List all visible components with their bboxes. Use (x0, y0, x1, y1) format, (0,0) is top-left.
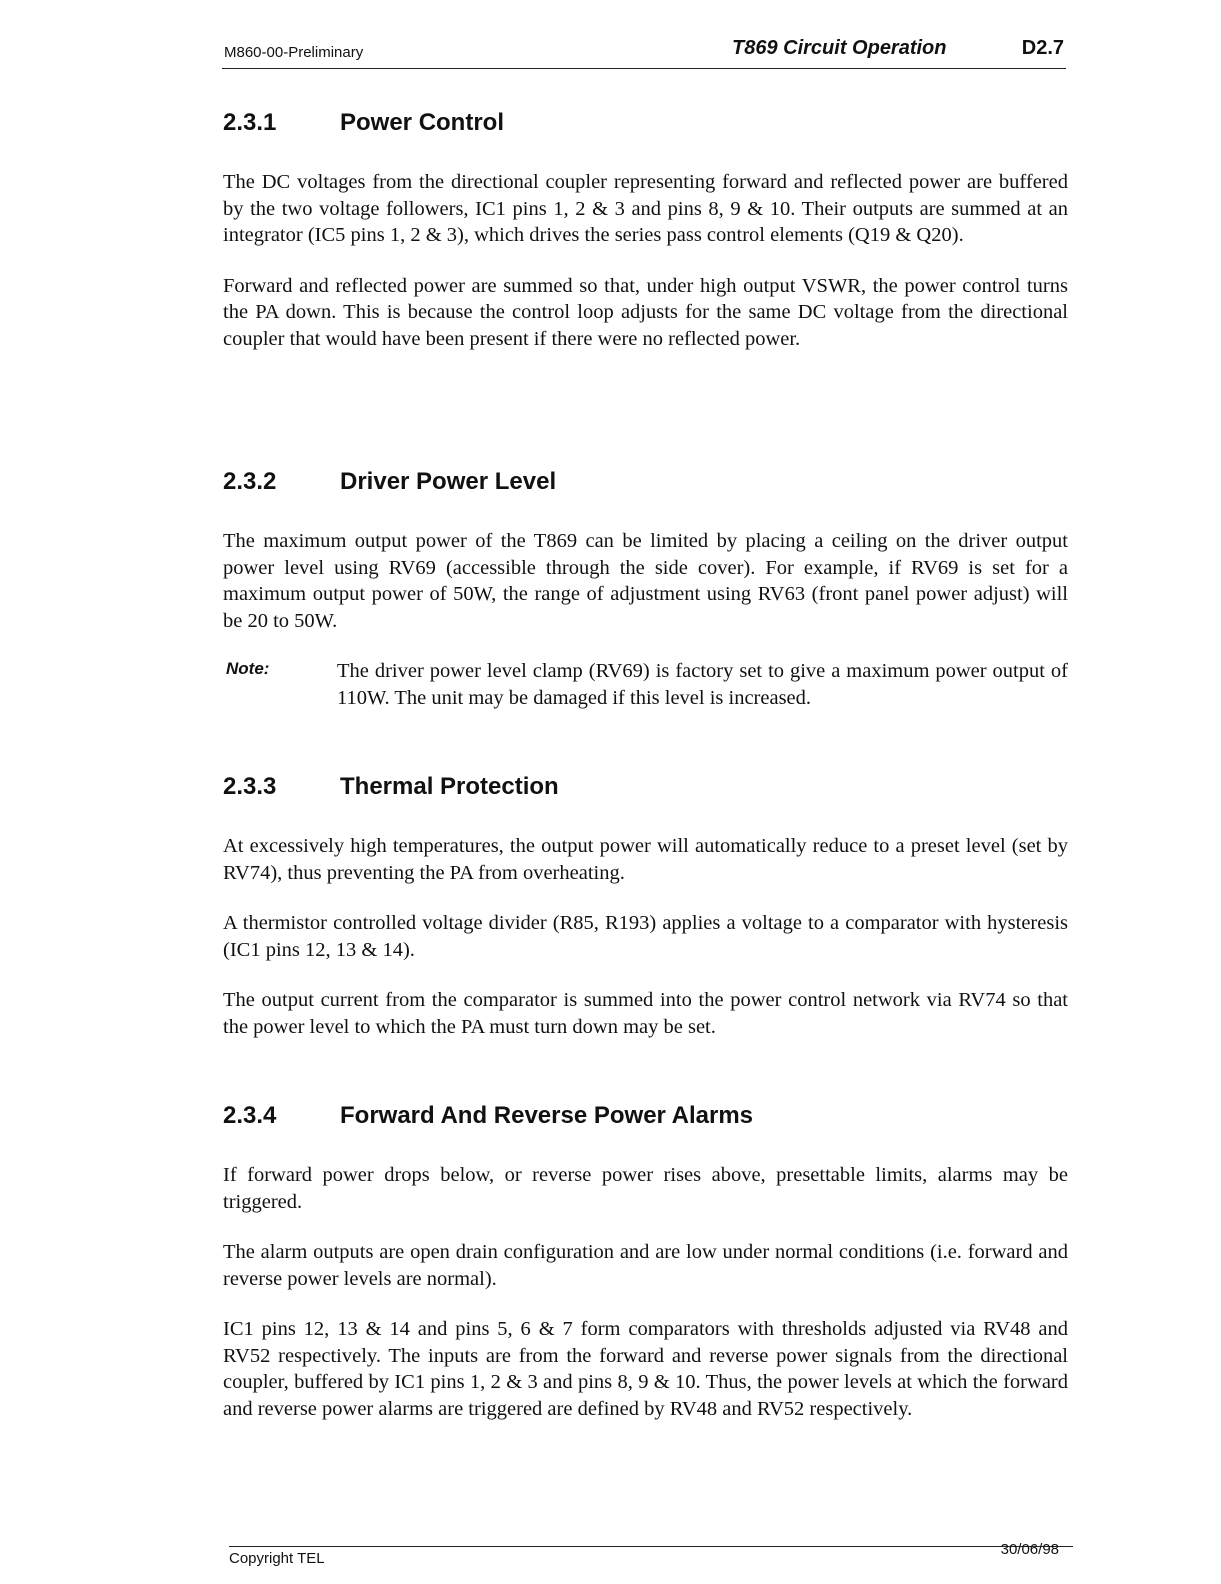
section-number: 2.3.4 (223, 1102, 277, 1129)
paragraph: The maximum output power of the T869 can be limited by placing a ceiling on the driver output power level using RV69 (accessible through the side cover). For example, if RV69 is set for a maximum output power of 50W, the range of adjustment using RV63 (front panel power adjust) will be 20 to 50W. (223, 530, 1068, 632)
paragraph: The output current from the comparator is summed into the power control network via RV74 so that the power level to which the PA must turn down may be set. (223, 989, 1068, 1038)
paragraph: The alarm outputs are open drain configuration and are low under normal conditions (i.e. forward and reverse power levels are normal). (223, 1241, 1068, 1290)
section-title: Power Control (340, 109, 505, 136)
document-id: M860-00-Preliminary (224, 44, 364, 61)
paragraph: A thermistor controlled voltage divider (R85, R193) applies a voltage to a comparator with hysteresis (IC1 pins 12, 13 & 14). (223, 912, 1068, 961)
section-number: 2.3.1 (223, 109, 277, 136)
section-heading (223, 773, 1068, 803)
section-title: Driver Power Level (340, 468, 557, 495)
section-title: Thermal Protection (340, 773, 559, 800)
section-title: Forward And Reverse Power Alarms (340, 1102, 754, 1129)
paragraph: If forward power drops below, or reverse power rises above, presettable limits, alarms may be triggered. (223, 1164, 1068, 1213)
page-footer (229, 1541, 1073, 1577)
page-number: D2.7 (1021, 37, 1064, 59)
section-thermal-protection (223, 773, 1068, 1064)
paragraph: IC1 pins 12, 13 & 14 and pins 5, 6 & 7 form comparators with thresholds adjusted via RV48 and RV52 respectively. The inputs are from the forward and reverse power signals from the directional coupler, buffered by IC1 pins 1, 2 & 3 and pins 8, 9 & 10. Thus, the power levels at which the forward and reverse power alarms are triggered are defined by RV48 and RV52 respectively. (223, 1318, 1068, 1420)
section-heading (223, 468, 1068, 498)
section-power-control (223, 109, 1068, 376)
note-block (223, 658, 1068, 711)
section-heading (223, 109, 1068, 139)
page-header (222, 36, 1066, 69)
paragraph: At excessively high temperatures, the output power will automatically reduce to a preset level (set by RV74), thus preventing the PA from overheating. (223, 835, 1068, 884)
note-label: Note: (226, 659, 270, 678)
section-driver-power-level (223, 468, 1068, 711)
note-text: The driver power level clamp (RV69) is factory set to give a maximum power output of 110W. The unit may be damaged if this level is increased. (337, 660, 1068, 709)
paragraph: Forward and reflected power are summed so that, under high output VSWR, the power control turns the PA down. This is because the control loop adjusts for the same DC voltage from the directional coupler that would have been present if there were no reflected power. (223, 274, 1068, 350)
section-heading (223, 1102, 1068, 1132)
section-power-alarms (223, 1102, 1068, 1446)
section-number: 2.3.3 (223, 773, 277, 800)
chapter-title: T869 Circuit Operation (732, 37, 947, 59)
copyright-notice: Copyright TEL (229, 1550, 325, 1567)
section-number: 2.3.2 (223, 468, 277, 495)
revision-date: 30/06/98 (1000, 1541, 1059, 1558)
paragraph: The DC voltages from the directional coupler representing forward and reflected power are buffered by the two voltage followers, IC1 pins 1, 2 & 3 and pins 8, 9 & 10. Their outputs are summed at an integrator (IC5 pins 1, 2 & 3), which drives the series pass control elements (Q19 & Q20). (223, 171, 1068, 246)
